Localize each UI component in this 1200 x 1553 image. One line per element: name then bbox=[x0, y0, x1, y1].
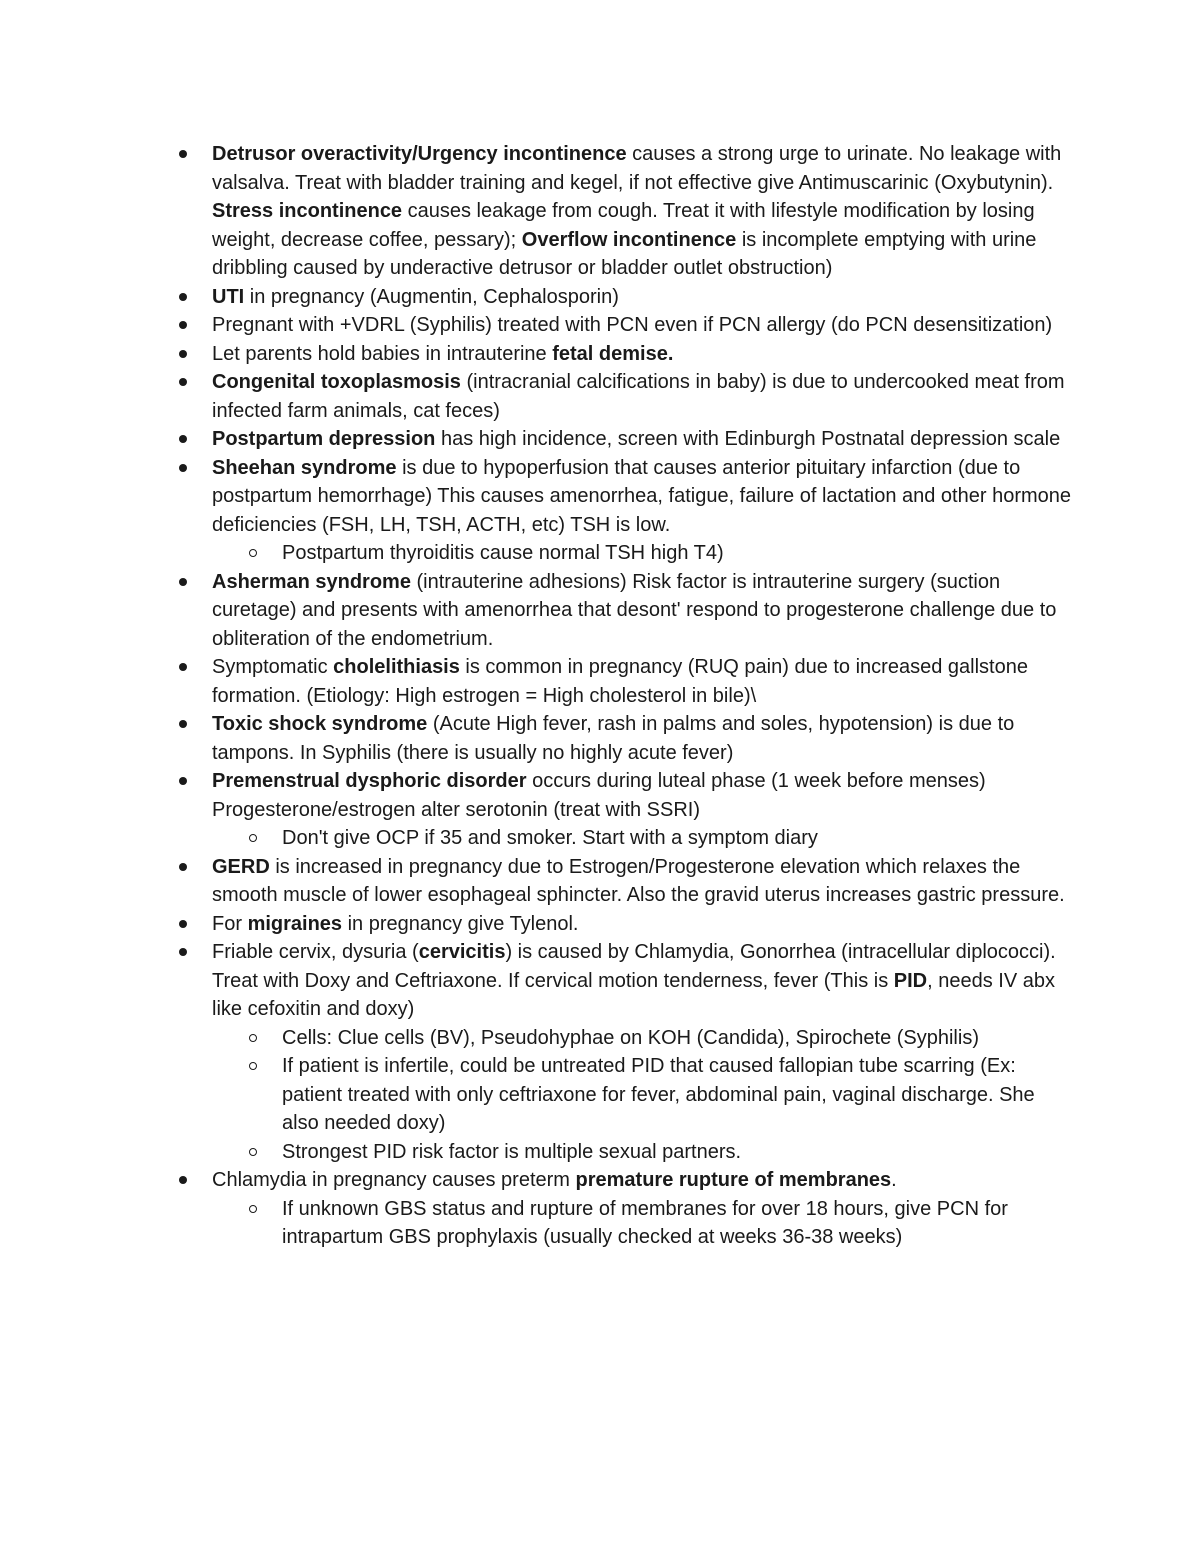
bold-term: Postpartum depression bbox=[212, 428, 436, 450]
sub-list-item bbox=[282, 1024, 1072, 1053]
bold-term: Congenital toxoplasmosis bbox=[212, 371, 461, 393]
list-item bbox=[212, 910, 1072, 939]
bold-term: cholelithiasis bbox=[333, 656, 460, 678]
bold-term: cervicitis bbox=[418, 941, 506, 963]
bold-term: migraines bbox=[247, 912, 343, 935]
bullet-icon bbox=[179, 293, 187, 301]
hollow-bullet-icon bbox=[249, 1034, 257, 1042]
sub-list-item bbox=[282, 1052, 1072, 1138]
list-item bbox=[212, 710, 1072, 767]
sub-list-item bbox=[282, 1195, 1072, 1252]
bullet-icon bbox=[179, 863, 187, 871]
bullet-icon bbox=[179, 920, 187, 928]
text-segment: (intracranial calcifications in baby) is due to undercooked meat from infected farm animals, cat feces) bbox=[212, 371, 1065, 422]
text-segment: Chlamydia in pregnancy causes preterm bbox=[212, 1169, 576, 1191]
bullet-icon bbox=[179, 948, 187, 956]
text-segment: is common in pregnancy (RUQ pain) due to increased gallstone formation. (Etiology: High estrogen = High cholesterol in bile)\ bbox=[212, 656, 1028, 707]
text-segment: . bbox=[891, 1169, 897, 1191]
sub-list-item bbox=[282, 1138, 1072, 1167]
bold-term: Premenstrual dysphoric disorder bbox=[212, 770, 527, 792]
text-segment: Pregnant with +VDRL (Syphilis) treated with PCN even if PCN allergy (do PCN desensitization) bbox=[212, 314, 1053, 336]
bullet-icon bbox=[179, 578, 187, 586]
text-segment: ) is caused by Chlamydia, Gonorrhea (intracellular diplococci). Treat with Doxy and Ceftriaxone. If cervical motion tenderness, fever (This is bbox=[212, 941, 1056, 992]
text-segment: Let parents hold babies in intrauterine bbox=[212, 342, 553, 365]
bold-term: fetal demise. bbox=[552, 342, 674, 365]
bold-term: PID bbox=[893, 969, 928, 992]
list-item bbox=[212, 425, 1072, 454]
bullet-icon bbox=[179, 1176, 187, 1184]
bold-term: Detrusor overactivity/Urgency incontinence bbox=[212, 143, 627, 165]
sub-list-item bbox=[282, 824, 1072, 853]
bold-term: Stress incontinence bbox=[212, 200, 403, 222]
hollow-bullet-icon bbox=[249, 1062, 257, 1070]
bullet-icon bbox=[179, 464, 187, 472]
text-segment: in pregnancy (Augmentin, Cephalosporin) bbox=[244, 285, 619, 308]
list-item bbox=[212, 653, 1072, 710]
list-item bbox=[212, 311, 1072, 340]
bullet-icon bbox=[179, 321, 187, 329]
text-segment: is increased in pregnancy due to Estrogen/Progesterone elevation which relaxes the smooth muscle of lower esophageal sphincter. Also the gravid uterus increases gastric pressure. bbox=[212, 855, 1065, 906]
text-segment: Symptomatic bbox=[212, 656, 334, 678]
bullet-icon bbox=[179, 378, 187, 386]
bullet-icon bbox=[179, 350, 187, 358]
text-segment: has high incidence, screen with Edinburgh Postnatal depression scale bbox=[435, 428, 1061, 450]
text-segment: If patient is infertile, could be untreated PID that caused fallopian tube scarring (Ex: patient treated with only ceftriaxone for fever, abdominal pain, vaginal discharge. She also needed doxy) bbox=[282, 1055, 1035, 1134]
list-item bbox=[212, 283, 1072, 312]
list-item bbox=[212, 767, 1072, 824]
text-segment: is incomplete emptying with urine dribbling caused by underactive detrusor or bladder outlet obstruction) bbox=[212, 228, 1037, 279]
list-item bbox=[212, 853, 1072, 910]
bullet-icon bbox=[179, 720, 187, 728]
bold-term: GERD bbox=[212, 855, 270, 878]
text-segment: Don't give OCP if 35 and smoker. Start with a symptom diary bbox=[282, 827, 818, 849]
bold-term: Overflow incontinence bbox=[521, 228, 737, 251]
bullet-icon bbox=[179, 435, 187, 443]
list-item bbox=[212, 568, 1072, 654]
text-segment: (intrauterine adhesions) Risk factor is intrauterine surgery (suction curetage) and presents with amenorrhea that desont' respond to progesterone challenge due to obliteration of the endometrium. bbox=[212, 570, 1057, 650]
sub-list-item bbox=[282, 539, 1072, 568]
text-segment: (Acute High fever, rash in palms and soles, hypotension) is due to tampons. In Syphilis (there is usually no highly acute fever) bbox=[212, 713, 1015, 764]
list-item bbox=[212, 1166, 1072, 1195]
bold-term: Asherman syndrome bbox=[212, 570, 411, 593]
text-segment: Strongest PID risk factor is multiple sexual partners. bbox=[282, 1140, 742, 1163]
bullet-icon bbox=[179, 150, 187, 158]
bullet-icon bbox=[179, 777, 187, 785]
text-segment: , needs IV abx like cefoxitin and doxy) bbox=[212, 969, 1055, 1020]
bold-term: UTI bbox=[212, 285, 245, 308]
hollow-bullet-icon bbox=[249, 1205, 257, 1213]
hollow-bullet-icon bbox=[249, 834, 257, 842]
text-segment: in pregnancy give Tylenol. bbox=[342, 912, 579, 935]
bold-term: Toxic shock syndrome bbox=[212, 713, 428, 735]
bold-term: premature rupture of membranes bbox=[575, 1169, 892, 1191]
text-segment: If unknown GBS status and rupture of membranes for over 18 hours, give PCN for intrapartum GBS prophylaxis (usually checked at weeks 36-38 weeks) bbox=[282, 1197, 1008, 1248]
text-segment: is due to hypoperfusion that causes anterior pituitary infarction (due to postpartum hemorrhage) This causes amenorrhea, fatigue, failure of lactation and other hormone deficiencies (FSH, LH, TSH, ACTH, etc) TSH is low. bbox=[212, 456, 1072, 536]
bold-term: Sheehan syndrome bbox=[212, 456, 397, 479]
list-item bbox=[212, 938, 1072, 1024]
text-segment: occurs during luteal phase (1 week before menses) Progesterone/estrogen alter serotonin (treat with SSRI) bbox=[212, 770, 986, 821]
hollow-bullet-icon bbox=[249, 549, 257, 557]
text-segment: causes leakage from cough. Treat it with lifestyle modification by losing weight, decrease coffee, pessary); bbox=[212, 200, 1035, 251]
list-item bbox=[212, 454, 1072, 540]
bullet-list bbox=[212, 140, 1072, 1252]
list-item bbox=[212, 368, 1072, 425]
bullet-icon bbox=[179, 663, 187, 671]
list-item bbox=[212, 140, 1072, 283]
text-segment: Friable cervix, dysuria ( bbox=[212, 941, 419, 963]
text-segment: Cells: Clue cells (BV), Pseudohyphae on KOH (Candida), Spirochete (Syphilis) bbox=[282, 1026, 979, 1049]
hollow-bullet-icon bbox=[249, 1148, 257, 1156]
text-segment: Postpartum thyroiditis cause normal TSH high T4) bbox=[282, 542, 724, 564]
text-segment: For bbox=[212, 912, 248, 935]
text-segment: causes a strong urge to urinate. No leakage with valsalva. Treat with bladder training and kegel, if not effective give Antimuscarinic (Oxybutynin). bbox=[212, 143, 1062, 194]
list-item bbox=[212, 340, 1072, 369]
